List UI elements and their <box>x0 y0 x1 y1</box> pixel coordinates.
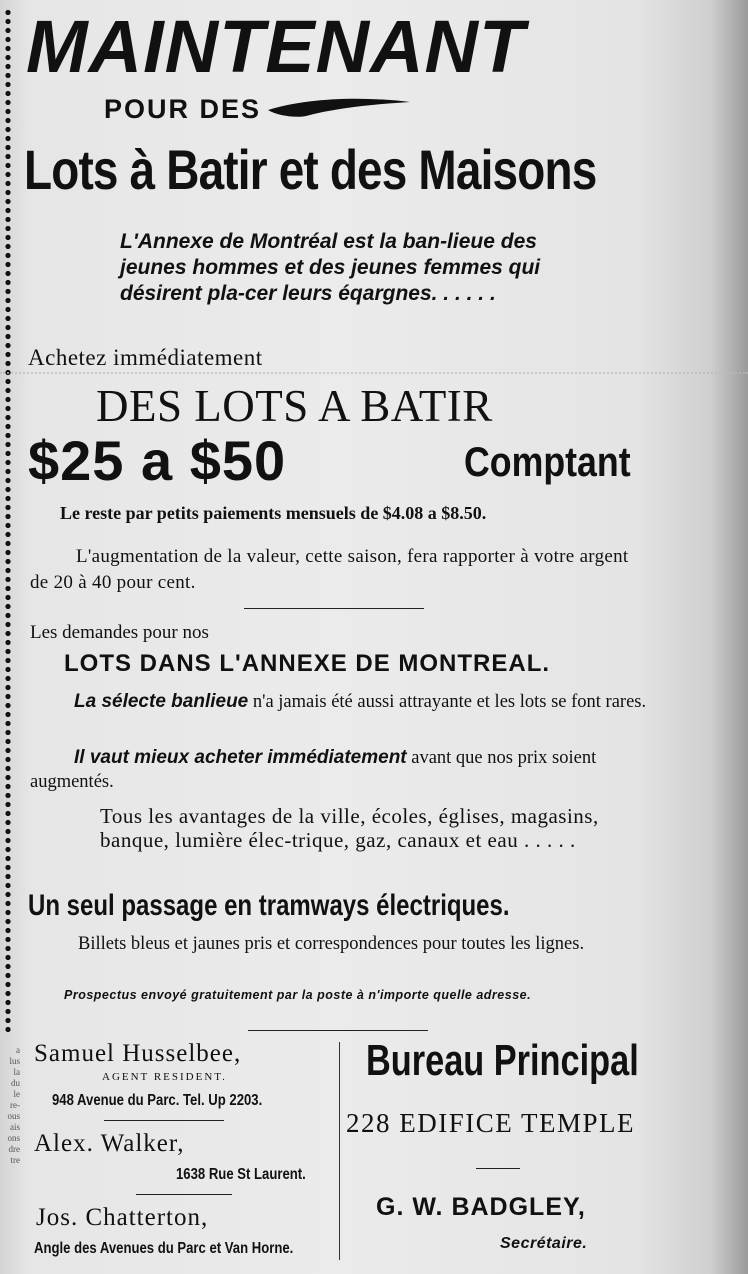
tramways-heading: Un seul passage en tramways électriques. <box>28 889 510 922</box>
adjacent-column-fragments <box>0 1045 20 1166</box>
agent-address: 1638 Rue St Laurent. <box>176 1166 306 1183</box>
divider-rule <box>248 1030 428 1031</box>
agent-title: AGENT RESIDENT. <box>102 1071 227 1083</box>
selecte-rest: n'a jamais été aussi attrayante et les lots se font rares. <box>248 692 647 712</box>
office-address: 228 EDIFICE TEMPLE <box>346 1108 635 1138</box>
small-divider <box>136 1194 232 1195</box>
vaut-bold: Il vaut mieux acheter immédiatement <box>74 747 407 768</box>
decorative-dotted-border <box>4 8 12 1033</box>
prospectus-note: Prospectus envoyé gratuitement par la poste à n'importe quelle adresse. <box>64 988 532 1002</box>
paper-fold-line <box>0 372 748 376</box>
margin-fragment: a <box>16 1045 20 1055</box>
agent-name: Samuel Husselbee, <box>34 1040 242 1067</box>
small-divider <box>476 1168 520 1169</box>
agent-name: Alex. Walker, <box>34 1130 185 1157</box>
margin-fragment: le <box>13 1089 20 1099</box>
avantages-text: Tous les avantages de la ville, écoles, églises, magasins, banque, lumière élec-trique, gaz, canaux et eau . . . . . <box>100 804 599 852</box>
demandes-heading: LOTS DANS L'ANNEXE DE MONTREAL. <box>64 650 551 677</box>
payment-terms: Le reste par petits paiements mensuels de $4.08 a $8.50. <box>60 503 487 523</box>
selecte-bold: La sélecte banlieue <box>74 691 249 712</box>
intro-text: L'Annexe de Montréal est la ban-lieue des jeunes hommes et des jeunes femmes qui désirent pla-cer leurs éqargnes. . . . . . <box>120 230 541 305</box>
agent-address: Angle des Avenues du Parc et Van Horne. <box>34 1240 294 1257</box>
office-role: Secrétaire. <box>500 1235 588 1252</box>
price-range: $25 a $50 <box>28 429 287 492</box>
headline-title: Lots à Batir et des Maisons <box>24 138 597 201</box>
column-divider <box>339 1042 340 1260</box>
vaut-rest: avant que nos prix soient augmentés. <box>30 748 597 792</box>
margin-fragment: re- <box>10 1100 20 1110</box>
augmentation-text: L'augmentation de la valeur, cette saison, fera rapporter à votre argent de 20 à 40 pour cent. <box>30 546 629 593</box>
margin-fragment: ous <box>7 1111 20 1121</box>
call-to-action: Achetez immédiatement <box>28 345 263 370</box>
price-suffix: Comptant <box>464 438 631 485</box>
headline-main: MAINTENANT <box>26 5 526 88</box>
margin-fragment: du <box>11 1078 20 1088</box>
margin-fragment: ais <box>10 1122 20 1132</box>
vaut-paragraph <box>30 746 650 794</box>
margin-fragment: la <box>13 1067 20 1077</box>
office-title: Bureau Principal <box>366 1036 639 1085</box>
selecte-paragraph <box>30 690 650 714</box>
demandes-lead: Les demandes pour nos <box>30 622 209 643</box>
headline-sub: POUR DES <box>104 94 262 124</box>
small-divider <box>104 1120 224 1121</box>
office-name: G. W. BADGLEY, <box>376 1193 586 1221</box>
divider-rule <box>244 608 424 609</box>
margin-fragment: dre <box>8 1144 20 1154</box>
margin-fragment: tre <box>10 1155 20 1165</box>
margin-fragment: lus <box>9 1056 20 1066</box>
billets-text: Billets bleus et jaunes pris et correspondences pour toutes les lignes. <box>78 934 585 954</box>
agent-address: 948 Avenue du Parc. Tel. Up 2203. <box>52 1092 263 1109</box>
offer-heading: DES LOTS A BATIR <box>96 381 493 431</box>
margin-fragment: ons <box>7 1133 20 1143</box>
agent-name: Jos. Chatterton, <box>36 1204 209 1231</box>
swash-ornament-icon <box>266 94 412 122</box>
